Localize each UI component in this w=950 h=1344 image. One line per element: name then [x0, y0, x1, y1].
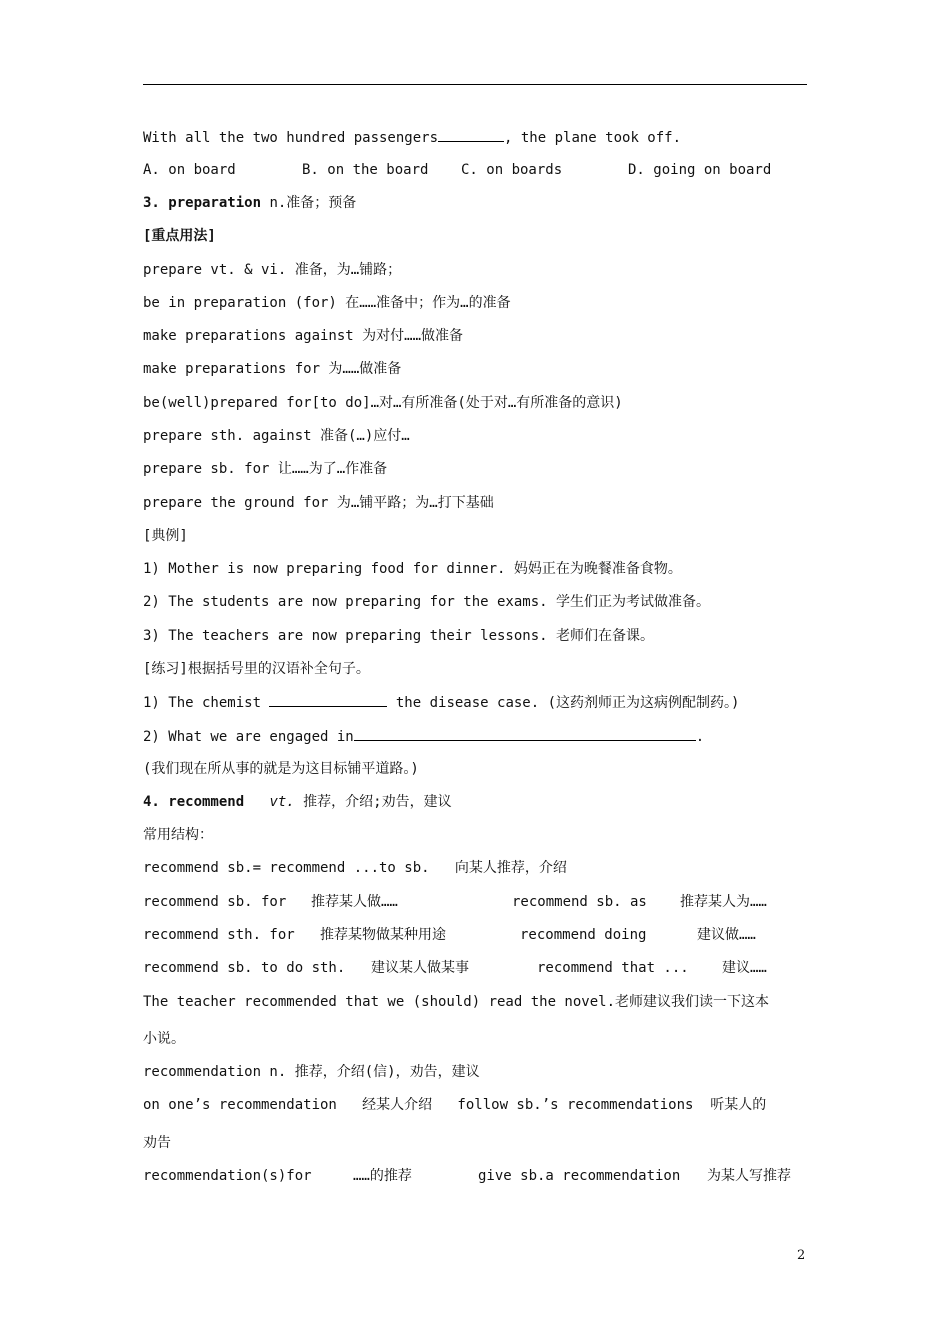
practice-1-blank: [269, 692, 387, 707]
practice-2: 2) What we are engaged in .: [143, 726, 807, 747]
example-line: 小说。: [143, 1031, 185, 1047]
option-b: B. on the board: [302, 162, 429, 178]
page-number: 2: [797, 1248, 806, 1263]
practice-2-translation: (我们现在所从事的就是为这目标铺平道路。): [143, 761, 419, 777]
usage-line: prepare vt. & vi. 准备，为…铺路；: [143, 262, 402, 278]
practice-title: [练习]根据括号里的汉语补全句子。: [143, 661, 370, 677]
usage-line: prepare the ground for 为…铺平路；为…打下基础: [143, 495, 494, 511]
structure-line: recommend sb.= recommend ...to sb. 向某人推荐，介绍: [143, 860, 567, 876]
structures-title: 常用结构：: [143, 827, 213, 843]
question-stem: With all the two hundred passengers , the plane took off.: [143, 127, 807, 148]
section4-heading: 4. recommend vt. 推荐，介绍;劝告，建议: [143, 794, 452, 810]
usage-line: be(well)prepared for[to do]…对…有所准备(处于对…有所准备的意识): [143, 395, 623, 411]
usage-line: make preparations against 为对付……做准备: [143, 328, 464, 344]
phrase-row: recommendation(s)for ……的推荐 give sb.a recommendation 为某人写推荐: [143, 1168, 791, 1184]
structure-row: recommend sb. for 推荐某人做…… recommend sb. as 推荐某人为……: [143, 894, 767, 910]
usage-title: [重点用法]: [143, 228, 216, 244]
phrase-line: on one’s recommendation 经某人介绍 follow sb.’s recommendations 听某人的: [143, 1097, 767, 1113]
structure-row: recommend sb. to do sth. 建议某人做某事 recommend that ... 建议……: [143, 960, 767, 976]
option-d: D. going on board: [628, 162, 772, 178]
option-c: C. on boards: [461, 162, 563, 178]
noun-line: recommendation n. 推荐，介绍(信)，劝告，建议: [143, 1064, 480, 1080]
usage-line: make preparations for 为……做准备: [143, 361, 402, 377]
practice-2-blank: [354, 726, 696, 741]
question-options: [143, 160, 807, 180]
example-line: 3) The teachers are now preparing their lessons. 老师们在备课。: [143, 628, 655, 644]
structure-row: recommend sth. for 推荐某物做某种用途 recommend doing 建议做……: [143, 927, 756, 943]
section3-heading: 3. preparation n.准备；预备: [143, 195, 357, 211]
usage-line: be in preparation (for) 在……准备中；作为…的准备: [143, 295, 511, 311]
header-rule: [143, 84, 807, 85]
answer-blank: [438, 127, 504, 142]
practice-1: 1) The chemist the disease case. (这药剂师正为这病例配制药。): [143, 692, 807, 713]
example-line: 2) The students are now preparing for the exams. 学生们正为考试做准备。: [143, 594, 711, 610]
usage-line: prepare sth. against 准备(…)应付…: [143, 428, 410, 444]
example-line: 1) Mother is now preparing food for dinner. 妈妈正在为晚餐准备食物。: [143, 561, 682, 577]
examples-title: [典例]: [143, 528, 188, 544]
option-a: A. on board: [143, 162, 236, 178]
example-line: The teacher recommended that we (should) read the novel.老师建议我们读一下这本: [143, 994, 770, 1010]
phrase-line: 劝告: [143, 1135, 171, 1151]
usage-line: prepare sb. for 让……为了…作准备: [143, 461, 388, 477]
